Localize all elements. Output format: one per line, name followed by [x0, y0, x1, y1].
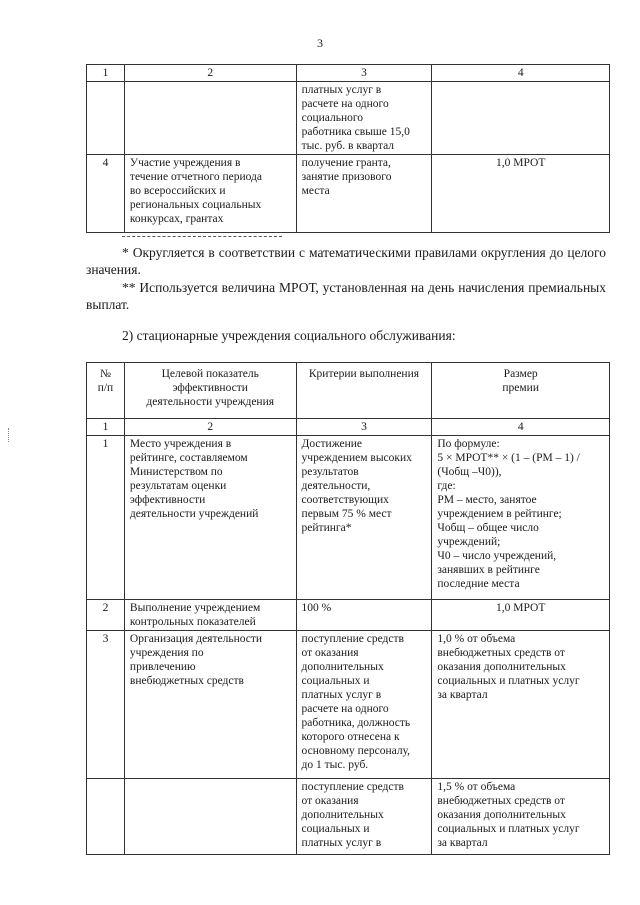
row-number: 3 — [87, 631, 125, 779]
table-row — [87, 155, 610, 233]
criteria-cell: 100 % — [296, 600, 432, 631]
column-number-row — [87, 65, 610, 82]
scan-mark — [8, 428, 10, 442]
column-number-row — [87, 419, 610, 436]
header-criteria: Критерии выполнения — [296, 363, 432, 419]
table-continuation — [86, 64, 610, 233]
footnote-mrot: ** Используется величина МРОТ, установленная на день начисления премиальных выплат. — [86, 280, 606, 312]
col-number: 4 — [432, 419, 610, 436]
table-row — [87, 779, 610, 855]
col-number: 4 — [432, 65, 610, 82]
col-number: 1 — [87, 419, 125, 436]
table-row — [87, 600, 610, 631]
indicator-cell: Организация деятельности учреждения по привлечению внебюджетных средств — [124, 631, 296, 779]
premium-cell: 1,5 % от объема внебюджетных средств от оказания дополнительных социальных и платных услуг за квартал — [432, 779, 610, 855]
table-row — [87, 631, 610, 779]
indicator-cell: Участие учреждения в течение отчетного периода во всероссийских и региональных социальных конкурсах, грантах — [124, 155, 296, 233]
footnote-divider — [122, 236, 282, 237]
criteria-cell: платных услуг в расчете на одного социального работника свыше 15,0 тыс. руб. в квартал — [296, 82, 432, 155]
col-number: 1 — [87, 65, 125, 82]
col-number: 2 — [124, 419, 296, 436]
premium-cell: 1,0 % от объема внебюджетных средств от оказания дополнительных социальных и платных услуг за квартал — [432, 631, 610, 779]
premium-cell — [432, 82, 610, 155]
row-number: 2 — [87, 600, 125, 631]
premium-cell: 1,0 МРОТ — [432, 155, 610, 233]
section-heading: 2) стационарные учреждения социального обслуживания: — [122, 328, 456, 343]
table-row — [87, 82, 610, 155]
premium-cell: По формуле: 5 × МРОТ** × (1 – (РМ – 1) / (Чобщ –Ч0)), где: РМ – место, занятое учреждением в рейтинге; Чобщ – общее число учреждений; Ч0 – число учреждений, занявших в рейтинге последние места — [432, 436, 610, 600]
criteria-cell: Достижение учреждением высоких результатов деятельности, соответствующих первым 75 % мест рейтинга* — [296, 436, 432, 600]
indicator-cell — [124, 82, 296, 155]
page-number: 3 — [317, 36, 323, 50]
indicator-cell: Выполнение учреждением контрольных показателей — [124, 600, 296, 631]
table-stationary-institutions — [86, 362, 610, 855]
indicator-cell: Место учреждения в рейтинге, составляемом Министерством по результатам оценки эффективности деятельности учреждений — [124, 436, 296, 600]
row-number — [87, 779, 125, 855]
table-row — [87, 436, 610, 600]
header-row — [87, 363, 610, 419]
col-number: 3 — [296, 419, 432, 436]
criteria-cell: получение гранта, занятие призового места — [296, 155, 432, 233]
header-indicator: Целевой показатель эффективности деятельности учреждения — [124, 363, 296, 419]
row-number: 4 — [87, 155, 125, 233]
row-number — [87, 82, 125, 155]
criteria-cell: поступление средств от оказания дополнительных социальных и платных услуг в — [296, 779, 432, 855]
header-premium: Размер премии — [432, 363, 610, 419]
criteria-cell: поступление средств от оказания дополнительных социальных и платных услуг в расчете на одного работника, должность которого отнесена к основному персоналу, до 1 тыс. руб. — [296, 631, 432, 779]
footnote-rounding: * Округляется в соответствии с математическими правилами округления до целого значения. — [86, 245, 606, 277]
indicator-cell — [124, 779, 296, 855]
col-number: 3 — [296, 65, 432, 82]
premium-cell: 1,0 МРОТ — [432, 600, 610, 631]
row-number: 1 — [87, 436, 125, 600]
header-num: № п/п — [87, 363, 125, 419]
col-number: 2 — [124, 65, 296, 82]
